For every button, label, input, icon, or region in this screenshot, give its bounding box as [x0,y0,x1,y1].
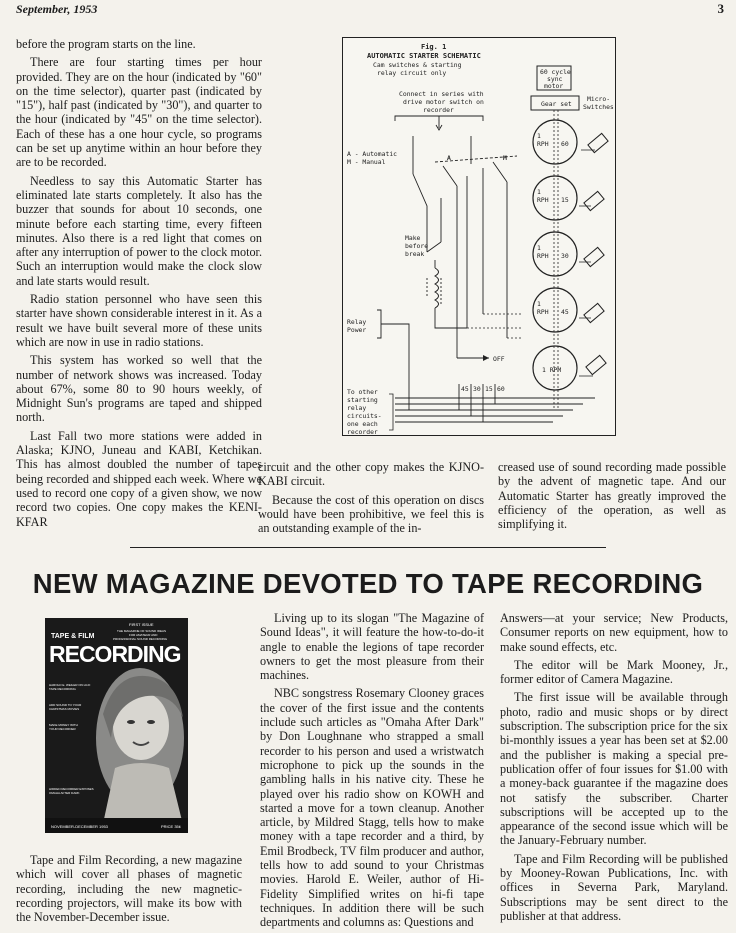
make-before-break-note: before [405,242,429,250]
svg-text:ADD SOUND TO YOUR: ADD SOUND TO YOUR [49,703,82,707]
sync-motor-label: sync [547,75,563,83]
svg-text:PRICE 35¢: PRICE 35¢ [161,824,182,829]
svg-text:1: 1 [537,300,541,308]
other-circuits-note: circuits- [347,412,382,420]
figure-label: Fig. 1 [421,43,447,51]
article-column-right [498,460,726,531]
paragraph: creased use of sound recording made possible by the advent of magnetic tape. And our Automatic Starter has greatly improved the efficiency of the operation, as well as simplifying it. [498,460,726,532]
microswitch-label: Micro- [587,95,611,103]
cam-wheel [533,288,604,332]
svg-text:CHRISTMAS MOVIES: CHRISTMAS MOVIES [49,707,80,711]
magazine-cover-image [45,618,188,833]
paragraph: Radio station personnel who have seen this starter have shown considerable interest in it. As a result we have built several more of these units which are now in use in radio stations. [16,292,262,349]
schematic-drawing [343,38,615,435]
cam-wheel [533,120,608,164]
tap-label-60: 60 [497,385,505,393]
figure-subtitle: relay circuit only [377,69,447,77]
svg-text:HAROLD E. WEILER ON HI-FI: HAROLD E. WEILER ON HI-FI [49,683,91,687]
svg-text:RPH: RPH [537,252,549,260]
svg-text:1: 1 [537,244,541,252]
svg-text:NOVEMBER-DECEMBER 1953: NOVEMBER-DECEMBER 1953 [51,824,108,829]
paragraph: Answers—at your service; New Products, Consumer reports on new equipment, how to make sound effects, etc. [500,611,728,654]
legend-automatic: A - Automatic [347,150,398,158]
svg-text:RPH: RPH [537,140,549,148]
paragraph: NBC songstress Rosemary Clooney graces the cover of the first issue and the contents include such articles as "Omaha After Dark" by Don Loughnane who strapped a small recorder to his person and used a wristwatch microphone to pick up the sounds in the gambling halls in his native city. These he played over his radio show on KOWH and started a move for a town cleanup. Another article, by Mildred Stagg, tells how to make money with a tape recorder and a third, by Emil Brodbeck, TV film producer and author, tells how to add sound to your Christmas movies. Harold E. Weiler, author of Hi-Fidelity Simplified writes on hi-fi tape techniques. In addition there will be such departments and columns as: Questions and [260,686,484,930]
svg-text:1: 1 [537,188,541,196]
running-header-date: September, 1953 [16,2,98,16]
paragraph: Needless to say this Automatic Starter has eliminated late starts completely. It also has the buzzer that sounds for about 10 seconds, one minute before each starting time, every fifteen minutes. Also there is a red light that comes on after any interruption of power to the clock motor. Such an interruption would make the clock slow and late starts would result. [16,173,262,288]
paragraph: The first issue will be available through photo, radio and music shops or by direct subscription. The subscription price for the six bi-monthly issues a year has been set at $2.00 and the publisher is making a special pre-publication offer of four issues for $1.00 with a money-back guarantee if the magazine does not satisfy the subscriber. Charter subscriptions will be accepted up to the appearance of the second issue which will be the January-February number. [500,690,728,848]
tap-label-45: 45 [461,385,469,393]
svg-text:45: 45 [561,308,569,316]
make-before-break-note: Make [405,234,421,242]
cover-art [45,618,188,833]
svg-text:60: 60 [561,140,569,148]
gear-set-label: Gear set [541,100,572,108]
svg-text:HIDDEN RECORDER EXPOSES: HIDDEN RECORDER EXPOSES [49,787,94,791]
switch-label-a: A [447,154,451,162]
relay-power-label: Relay [347,318,367,326]
make-before-break-note: break [405,250,425,258]
legend-manual: M - Manual [347,158,386,166]
connect-note: recorder [423,106,454,114]
cam-wheel [533,346,606,390]
svg-text:FOR AMATEUR AND: FOR AMATEUR AND [129,633,158,637]
paragraph: Tape and Film Recording, a new magazine which will cover all phases of magnetic recording, including the new magnetic-recording projectors, will make its bow with the November-December issue. [16,853,242,925]
paragraph: This system has worked so well that the number of network shows was increased. Today about 67%, some 80 to 90 hours weekly, of Midnight Sun's programs are taped and shipped north. [16,353,262,425]
svg-text:1: 1 [537,132,541,140]
article-column-middle [258,460,484,535]
svg-text:TAPE RECORDING: TAPE RECORDING [49,687,76,691]
sync-motor-label: 60 cycle [540,68,571,76]
paragraph: Last Fall two more stations were added in Alaska; KJNO, Juneau and KABI, Ketchikan. This has almost doubled the number of tapes being recorded and shipped each week. Where we used to record one copy of a given show, we now record two copies. One copy makes the KENI-KFAR [16,428,262,529]
page-number: 3 [717,1,724,16]
svg-text:RPH: RPH [537,308,549,316]
article-column-right [500,611,728,923]
other-circuits-note: relay [347,404,367,412]
relay-power-label: Power [347,326,367,334]
off-label: OFF [493,355,505,363]
svg-text:OMAHA AFTER DARK: OMAHA AFTER DARK [49,791,80,795]
svg-text:15: 15 [561,196,569,204]
svg-text:PROFESSIONAL SOUND RECORDING: PROFESSIONAL SOUND RECORDING [113,637,168,641]
other-circuits-note: one each [347,420,378,428]
figure-subtitle: Cam switches & starting [373,61,462,69]
svg-text:30: 30 [561,252,569,260]
schematic-figure [342,37,616,436]
cover-title: RECORDING [49,641,181,667]
paragraph: circuit and the other copy makes the KJNO-KABI circuit. [258,460,484,489]
tap-label-15: 15 [485,385,493,393]
paragraph: The editor will be Mark Mooney, Jr., former editor of Camera Magazine. [500,657,728,687]
switch-label-m: M [503,154,507,162]
paragraph: before the program starts on the line. [16,37,196,51]
other-circuits-note: starting [347,396,378,404]
other-circuits-note: recorder [347,428,378,435]
svg-text:MAKE MONEY WITH: MAKE MONEY WITH [49,723,78,727]
article-headline: NEW MAGAZINE DEVOTED TO TAPE RECORDING [32,568,704,599]
article-column-left [16,853,242,924]
svg-text:RPH: RPH [537,196,549,204]
svg-text:1 RPM: 1 RPM [542,366,562,374]
section-divider [130,547,606,548]
other-circuits-note: To other [347,388,378,396]
article-column-middle [260,611,484,930]
paragraph: There are four starting times per hour provided. They are on the hour (indicated by "60" on the time selector), quarter past (indicated by "15"), half past (indicated by "30"), and quarter to the hour (indicated by "45" on the time selector). Each of these has a one hour cycle, so programs can be set up anytime within an hour before they are to be recorded. [16,55,262,170]
cover-title-small: TAPE & FILM [51,633,95,640]
svg-text:YOUR RECORDER: YOUR RECORDER [49,727,76,731]
cam-wheel [533,232,604,276]
svg-text:THE MAGAZINE OF SOUND IDEAS: THE MAGAZINE OF SOUND IDEAS [117,629,167,633]
microswitch-label: Switches [583,103,614,111]
cam-wheel [533,176,604,220]
paragraph: Living up to its slogan "The Magazine of Sound Ideas", it will feature the how-to-do-it angle to enable the legions of tape recorder owners to get the most pleasure from their machines. [260,611,484,683]
paragraph: Because the cost of this operation on discs would have been prohibitive, we feel this is an outstanding example of the in- [258,492,484,536]
paragraph: Tape and Film Recording will be published by Mooney-Rowan Publications, Inc. with offices in Severna Park, Maryland. Subscriptions may be sent direct to the publisher at that address. [500,851,728,923]
connect-note: Connect in series with [399,90,484,98]
connect-note: drive motor switch on [403,98,484,106]
article-column-left [16,37,262,529]
tap-label-30: 30 [473,385,481,393]
figure-title: AUTOMATIC STARTER SCHEMATIC [367,52,481,60]
svg-text:FIRST ISSUE: FIRST ISSUE [129,622,154,627]
sync-motor-label: motor [544,82,564,90]
